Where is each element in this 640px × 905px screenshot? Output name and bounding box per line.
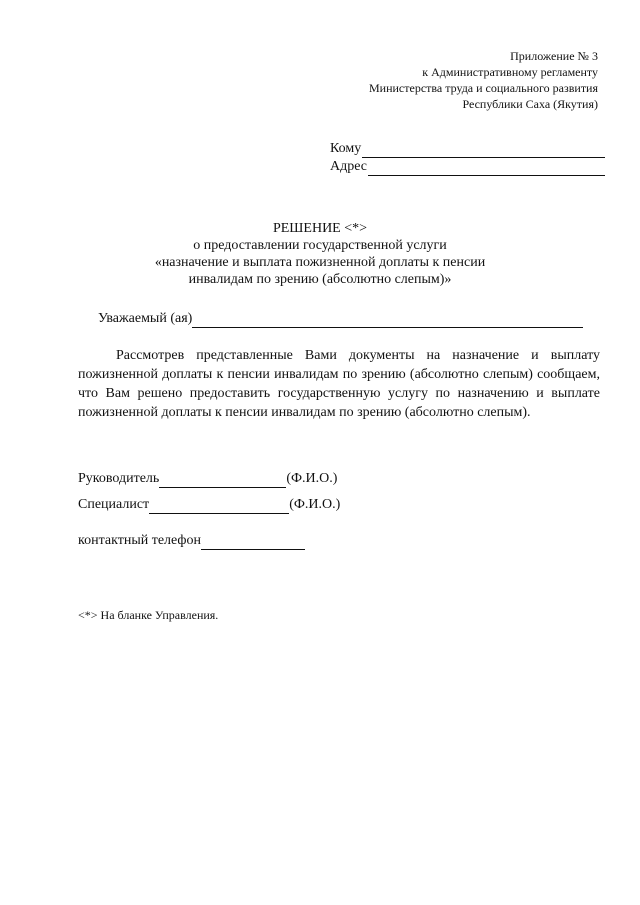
greeting-label: Уважаемый (ая) [98,311,193,326]
decision-subtitle-2: «назначение и выплата пожизненной доплаты к пенсии [154,255,486,270]
decision-subtitle-3: инвалидам по зрению (абсолютно слепым)» [188,272,452,287]
appendix-ministry: Министерства труда и социального развития [368,81,598,95]
appendix-regulation: к Административному регламенту [422,65,598,79]
head-signature-row [78,470,337,488]
greeting-row [98,310,583,328]
contact-phone-label: контактный телефон [78,533,201,548]
appendix-number: Приложение № 3 [510,49,598,63]
head-label: Руководитель [78,471,160,486]
footnote: <*> На бланке Управления. [78,608,219,622]
specialist-label: Специалист [78,497,150,512]
greeting-blank [192,313,583,328]
recipient-address-row [330,158,605,176]
specialist-name-hint: (Ф.И.О.) [289,497,341,512]
head-signature-blank [159,473,286,488]
appendix-republic: Республики Саха (Якутия) [462,97,598,111]
contact-phone-row [78,532,305,550]
recipient-address-blank [368,161,605,176]
decision-title [0,220,640,288]
head-name-hint: (Ф.И.О.) [286,471,338,486]
recipient-to-label: Кому [330,141,362,156]
decision-subtitle-1: о предоставлении государственной услуги [193,238,447,253]
specialist-signature-blank [149,499,289,514]
recipient-to-row [330,140,605,158]
recipient-address-label: Адрес [330,159,368,174]
contact-phone-blank [201,535,305,550]
recipient-block [330,140,605,176]
decision-body: Рассмотрев представленные Вами документы на назначение и выплату пожизненной доплаты к пенсии инвалидам по зрению (абсолютно слепым) сообщаем, что Вам решено предоставить государственную услугу по назначению и выплате пожизненной доплаты к пенсии инвалидам по зрению (абсолютно слепым). [78,348,600,420]
decision-heading: РЕШЕНИЕ <*> [272,221,368,236]
appendix-header [268,48,598,112]
recipient-to-blank [362,143,605,158]
specialist-signature-row [78,496,340,514]
